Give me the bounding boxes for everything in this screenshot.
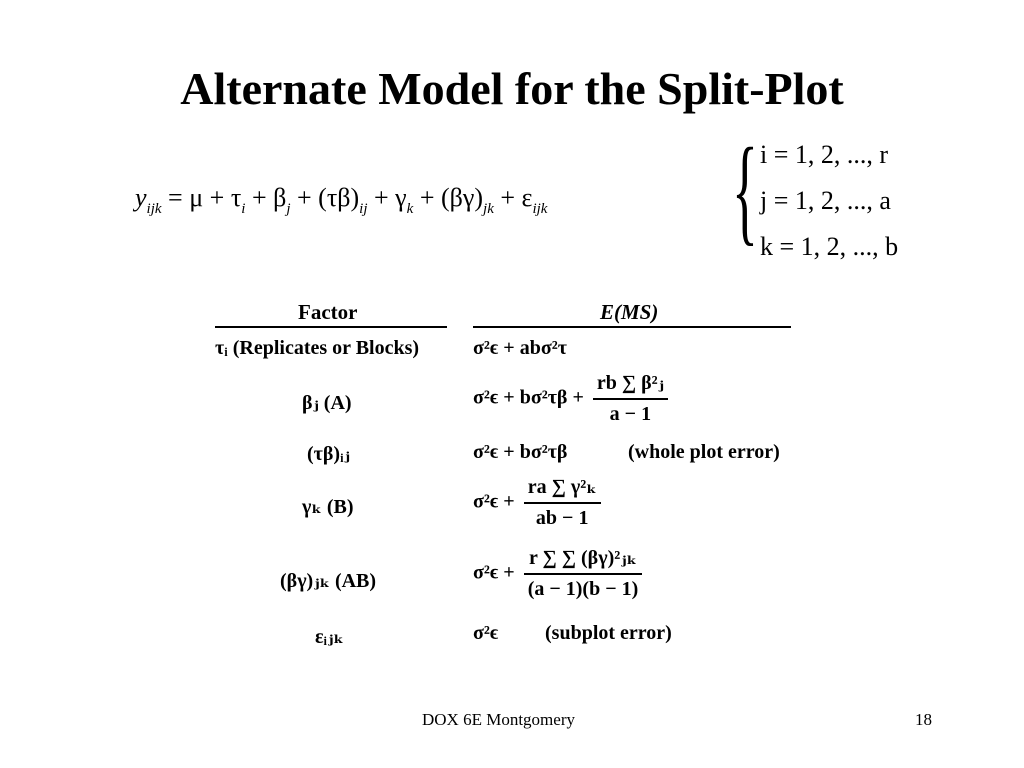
- factor-row-3: (τβ)ᵢⱼ: [307, 443, 350, 465]
- ems-row-5-denominator: (a − 1)(b − 1): [527, 578, 639, 600]
- condition-j: j = 1, 2, ..., a: [760, 186, 891, 215]
- condition-k: k = 1, 2, ..., b: [760, 232, 899, 261]
- ems-row-5-numerator: r ∑ ∑ (βγ)²ⱼₖ: [524, 545, 643, 575]
- ems-row-4-lead: σ²ϵ +: [473, 490, 515, 513]
- ems-row-2-lead: σ²ϵ + bσ²τβ +: [473, 386, 584, 409]
- slide-title: Alternate Model for the Split-Plot: [180, 63, 844, 114]
- factor-row-6: εᵢⱼₖ: [315, 626, 344, 648]
- ems-row-4-denominator: ab − 1: [535, 507, 589, 529]
- factor-row-2: βⱼ (A): [302, 392, 352, 414]
- ems-row-3: σ²ϵ + bσ²τβ: [473, 441, 568, 463]
- ems-row-4-fraction: [524, 474, 601, 530]
- eq-betagamma-sub: jk: [483, 201, 494, 217]
- ems-row-2-numerator: rb ∑ β²ⱼ: [593, 370, 668, 400]
- eq-epsilon-sub: ijk: [532, 201, 548, 217]
- factor-header: Factor: [298, 300, 358, 324]
- model-equation: [135, 183, 548, 217]
- ems-row-5-lead: σ²ϵ +: [473, 561, 515, 584]
- eq-gamma-sub: k: [406, 201, 414, 217]
- eq-beta: + β: [245, 183, 287, 212]
- ems-row-4: [473, 474, 605, 530]
- eq-taubeta-sub: ij: [359, 201, 368, 217]
- eq-lhs: y: [135, 183, 147, 212]
- ems-row-1: σ²ϵ + abσ²τ: [473, 337, 567, 359]
- ems-row-2-denominator: a − 1: [609, 403, 652, 425]
- eq-betagamma: + (βγ): [413, 183, 484, 212]
- eq-gamma: + γ: [367, 183, 407, 212]
- ems-row-2-fraction: [593, 370, 668, 426]
- page-number: 18: [915, 710, 932, 729]
- factor-row-5: (βγ)ⱼₖ (AB): [280, 570, 377, 592]
- ems-row-6: σ²ϵ: [473, 622, 499, 644]
- left-brace: {: [732, 123, 758, 256]
- ems-header: E(MS): [600, 300, 659, 324]
- eq-epsilon: + ε: [493, 183, 533, 212]
- eq-tau-sub: i: [241, 201, 246, 217]
- ems-row-5-fraction: [524, 545, 643, 601]
- factor-header-rule: [215, 326, 447, 328]
- eq-beta-sub: j: [286, 201, 291, 217]
- eq-taubeta: + (τβ): [290, 183, 360, 212]
- ems-row-3-note: (whole plot error): [628, 441, 780, 463]
- ems-row-6-note: (subplot error): [545, 622, 672, 644]
- ems-row-4-numerator: ra ∑ γ²ₖ: [524, 474, 601, 504]
- ems-row-5: [473, 545, 646, 601]
- eq-mu-tau: = μ + τ: [161, 183, 242, 212]
- condition-i: i = 1, 2, ..., r: [760, 140, 889, 169]
- ems-row-2: [473, 370, 672, 426]
- footer-source: DOX 6E Montgomery: [422, 710, 575, 729]
- factor-row-4: γₖ (B): [302, 496, 354, 518]
- factor-row-1: τᵢ (Replicates or Blocks): [215, 337, 420, 359]
- eq-lhs-sub: ijk: [146, 201, 162, 217]
- ems-header-rule: [473, 326, 791, 328]
